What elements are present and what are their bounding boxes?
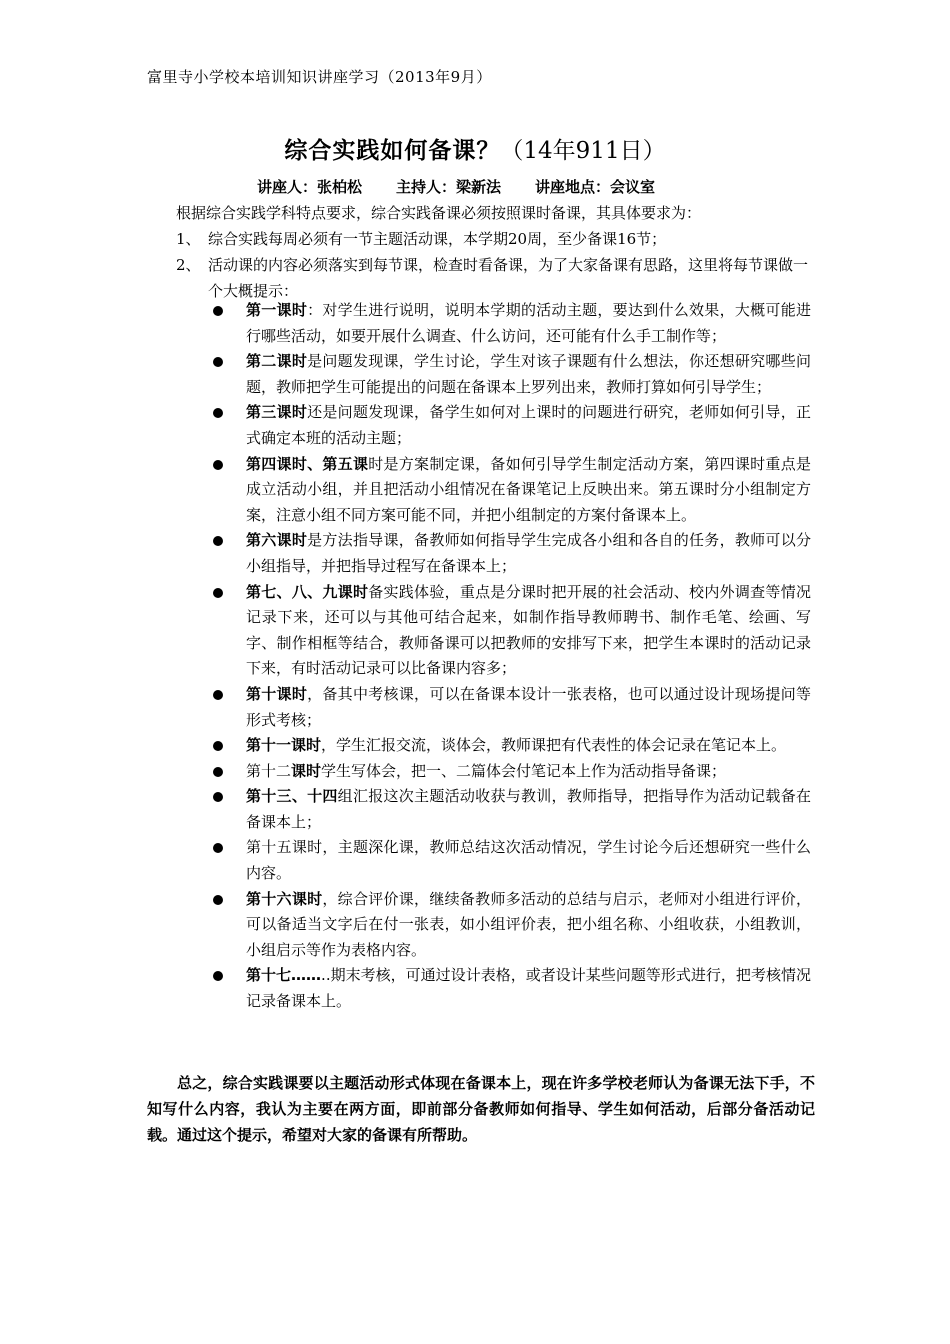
list-item [211, 682, 811, 733]
lesson-label-plain: 第十二 [246, 761, 292, 780]
lesson-text: 组汇报这次主题活动收获与教训，教师指导，把指导作为活动记载备在备课本上； [246, 787, 811, 831]
numbered-item-2 [176, 252, 816, 304]
document-title [0, 132, 950, 165]
bullet-icon [213, 357, 223, 367]
lesson-text: 学生写体会，把一、二篇体会付笔记本上作为活动指导备课； [321, 761, 727, 780]
list-item [211, 835, 811, 886]
lecture-info [257, 176, 655, 197]
lecturer: 讲座人：张柏松 [257, 178, 363, 196]
lesson-label: 第十一课时 [246, 736, 322, 755]
list-item [211, 733, 811, 759]
lesson-text: 第十五课时，主题深化课，教师总结这次活动情况，学生讨论今后还想研究一些什么内容。 [246, 838, 811, 883]
lesson-label: 课时 [291, 761, 322, 780]
list-item [211, 580, 811, 682]
list-item [211, 349, 811, 400]
bullet-icon [213, 536, 223, 546]
lesson-label: 第四课时、第五课 [246, 454, 369, 473]
lesson-label: 第七、八、九课时 [246, 582, 369, 601]
summary-paragraph: 总之，综合实践课要以主题活动形式体现在备课本上，现在许多学校老师认为备课无法下手，不知写什么内容，我认为主要在两方面，即前部分备教师如何指导、学生如何活动，后部分备活动记载。通过这个提示，希望对大家的备课有所帮助。 [147, 1074, 815, 1144]
item-number: 2、 [176, 256, 201, 274]
list-item [211, 784, 811, 835]
lesson-label: 第十六课时 [246, 889, 323, 908]
lesson-label: 第十三、十四 [246, 787, 338, 806]
list-item [211, 887, 811, 964]
lesson-text: ..期末考核，可通过设计表格，或者设计某些问题等形式进行，把考核情况记录备课本上。 [246, 966, 811, 1011]
bullet-icon [213, 588, 223, 598]
lesson-label: 第一课时 [246, 301, 308, 319]
lesson-text: ，综合评价课，继续备教师多活动的总结与启示，老师对小组进行评价，可以备适当文字后在付一张表，如小组评价表，把小组名称、小组收获，小组教训，小组启示等作为表格内容。 [246, 889, 811, 959]
lesson-bullet-list [211, 298, 811, 1015]
item-number: 1、 [176, 230, 201, 248]
lesson-text: 还是问题发现课，备学生如何对上课时的问题进行研究，老师如何引导，正式确定本班的活动主题； [246, 403, 811, 447]
lesson-text: 是方法指导课，备教师如何指导学生完成各小组和各自的任务，教师可以分小组指导，并把指导过程写在备课本上； [246, 531, 811, 575]
bullet-icon [213, 741, 223, 751]
intro-paragraph: 根据综合实践学科特点要求，综合实践备课必须按照课时备课，其具体要求为： [176, 204, 702, 222]
bullet-icon [213, 792, 223, 802]
list-item [211, 528, 811, 579]
item-text: 活动课的内容必须落实到每节课，检查时看备课，为了大家备课有思路，这里将每节课做一个大概提示： [208, 256, 809, 300]
lesson-text: ：对学生进行说明，说明本学期的活动主题，要达到什么效果，大概可能进行哪些活动，如要开展什么调查、什么访问，还可能有什么手工制作等； [246, 301, 811, 345]
bullet-icon [213, 408, 223, 418]
bullet-icon [213, 971, 223, 981]
numbered-item-1 [176, 226, 816, 252]
bullet-icon [213, 895, 223, 905]
lesson-text: ，学生汇报交流，谈体会，教师课把有代表性的体会记录在笔记本上。 [321, 736, 787, 755]
lesson-label: 第三课时 [246, 403, 308, 422]
list-item [211, 452, 811, 529]
location: 讲座地点：会议室 [535, 178, 656, 196]
lesson-label: 第二课时 [246, 352, 308, 371]
host: 主持人：梁新法 [396, 178, 502, 196]
bullet-icon [213, 843, 223, 853]
item-text: 综合实践每周必须有一节主题活动课，本学期20周，至少备课16节； [208, 230, 667, 248]
lesson-text: 时是方案制定课，备如何引导学生制定活动方案，第四课时重点是成立活动小组，并且把活动小组情况在备课笔记上反映出来。第五课时分小组制定方案，注意小组不同方案可能不同，并把小组制定的方案付备课本上。 [246, 454, 811, 524]
title-date: （14年911日） [500, 138, 666, 164]
list-item [211, 963, 811, 1014]
list-item [211, 759, 811, 785]
lesson-text: ，备其中考核课，可以在备课本设计一张表格，也可以通过设计现场提问等形式考核； [246, 684, 811, 729]
bullet-icon [213, 767, 223, 777]
lesson-text: 备实践体验，重点是分课时把开展的社会活动、校内外调查等情况记录下来，还可以与其他可结合起来，如制作指导教师聘书、制作毛笔、绘画、写字、制作相框等结合，教师备课可以把教师的安排写下来，把学生本课时的活动记录下来，有时活动记录可以比备课内容多； [246, 582, 811, 678]
list-item [211, 298, 811, 349]
lesson-text: 是问题发现课，学生讨论，学生对该子课题有什么想法，你还想研究哪些问题，教师把学生可能提出的问题在备课本上罗列出来，教师打算如何引导学生； [246, 352, 811, 396]
page-header: 富里寺小学校本培训知识讲座学习（2013年9月） [147, 68, 492, 86]
lesson-label: 第六课时 [246, 531, 308, 550]
bullet-icon [213, 460, 223, 470]
list-item [211, 400, 811, 451]
lesson-label: 第十七…… [246, 966, 322, 985]
bullet-icon [213, 306, 223, 316]
lesson-label: 第十课时 [246, 684, 308, 703]
title-main: 综合实践如何备课？ [284, 138, 501, 164]
bullet-icon [213, 690, 223, 700]
